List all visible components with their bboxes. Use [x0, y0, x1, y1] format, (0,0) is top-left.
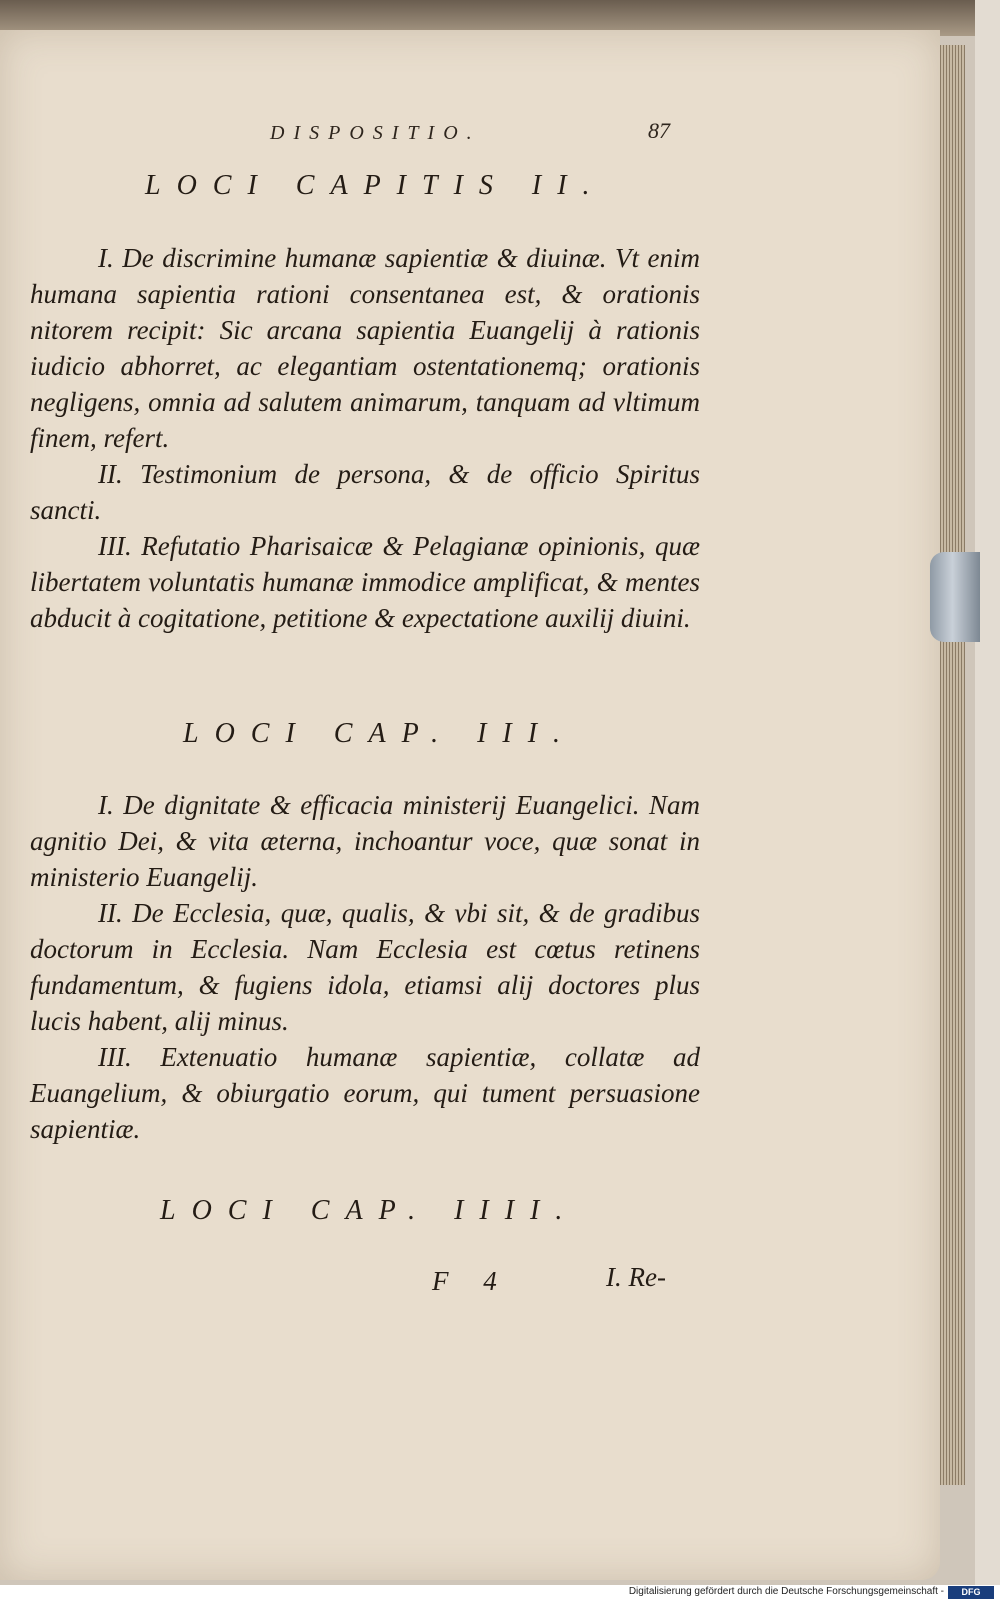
- paragraph: III. Extenuatio humanæ sapientiæ, collatæ ad Euangelium, & obiurgatio eorum, qui tument persuasione sapientiæ.: [30, 1042, 700, 1144]
- section-heading: LOCI CAP. III.: [183, 718, 577, 749]
- dfg-logo: DFG: [948, 1586, 994, 1599]
- page-number: 87: [648, 118, 670, 143]
- paragraph: I. De dignitate & efficacia ministerij Euangelici. Nam agnitio Dei, & vita æterna, inchoantur voce, quæ sonat in ministerio Euangelij.: [30, 790, 700, 892]
- digitization-credit: Digitalisierung gefördert durch die Deutsche Forschungsgemeinschaft -: [628, 1586, 944, 1597]
- section-heading: LOCI CAP. IIII.: [160, 1195, 579, 1226]
- paragraph: III. Refutatio Pharisaicæ & Pelagianæ opinionis, quæ libertatem voluntatis humanæ immodice amplificat, & mentes abducit à cogitatione, petitione & expectatione auxilij diuini.: [30, 531, 700, 633]
- paragraph: II. De Ecclesia, quæ, qualis, & vbi sit, & de gradibus doctorum in Ecclesia. Nam Ecclesia est cœtus retinens fundamentum, & fugiens idola, etiamsi alij doctores plus lucis habent, alij minus.: [30, 898, 700, 1036]
- paragraph: I. De discrimine humanæ sapientiæ & diuinæ. Vt enim humana sapientia rationi consentanea est, & orationis nitorem recipit: Sic arcana sapientia Euangelij à rationis iudicio abhorret, ac elegantiam ostentationemq; orationis negligens, omnia ad salutem animarum, tanquam ad vltimum finem, refert.: [30, 243, 700, 453]
- running-head: DISPOSITIO.: [270, 122, 481, 144]
- section-body: [30, 787, 700, 1147]
- catchword: I. Re-: [606, 1262, 666, 1292]
- signature-mark: F 4: [432, 1266, 511, 1296]
- section-heading: LOCI CAPITIS II.: [145, 170, 606, 201]
- book-clasp: [930, 552, 980, 642]
- paragraph: II. Testimonium de persona, & de officio Spiritus sancti.: [30, 459, 700, 525]
- page-edge: [940, 45, 965, 1485]
- section-body: [30, 240, 700, 636]
